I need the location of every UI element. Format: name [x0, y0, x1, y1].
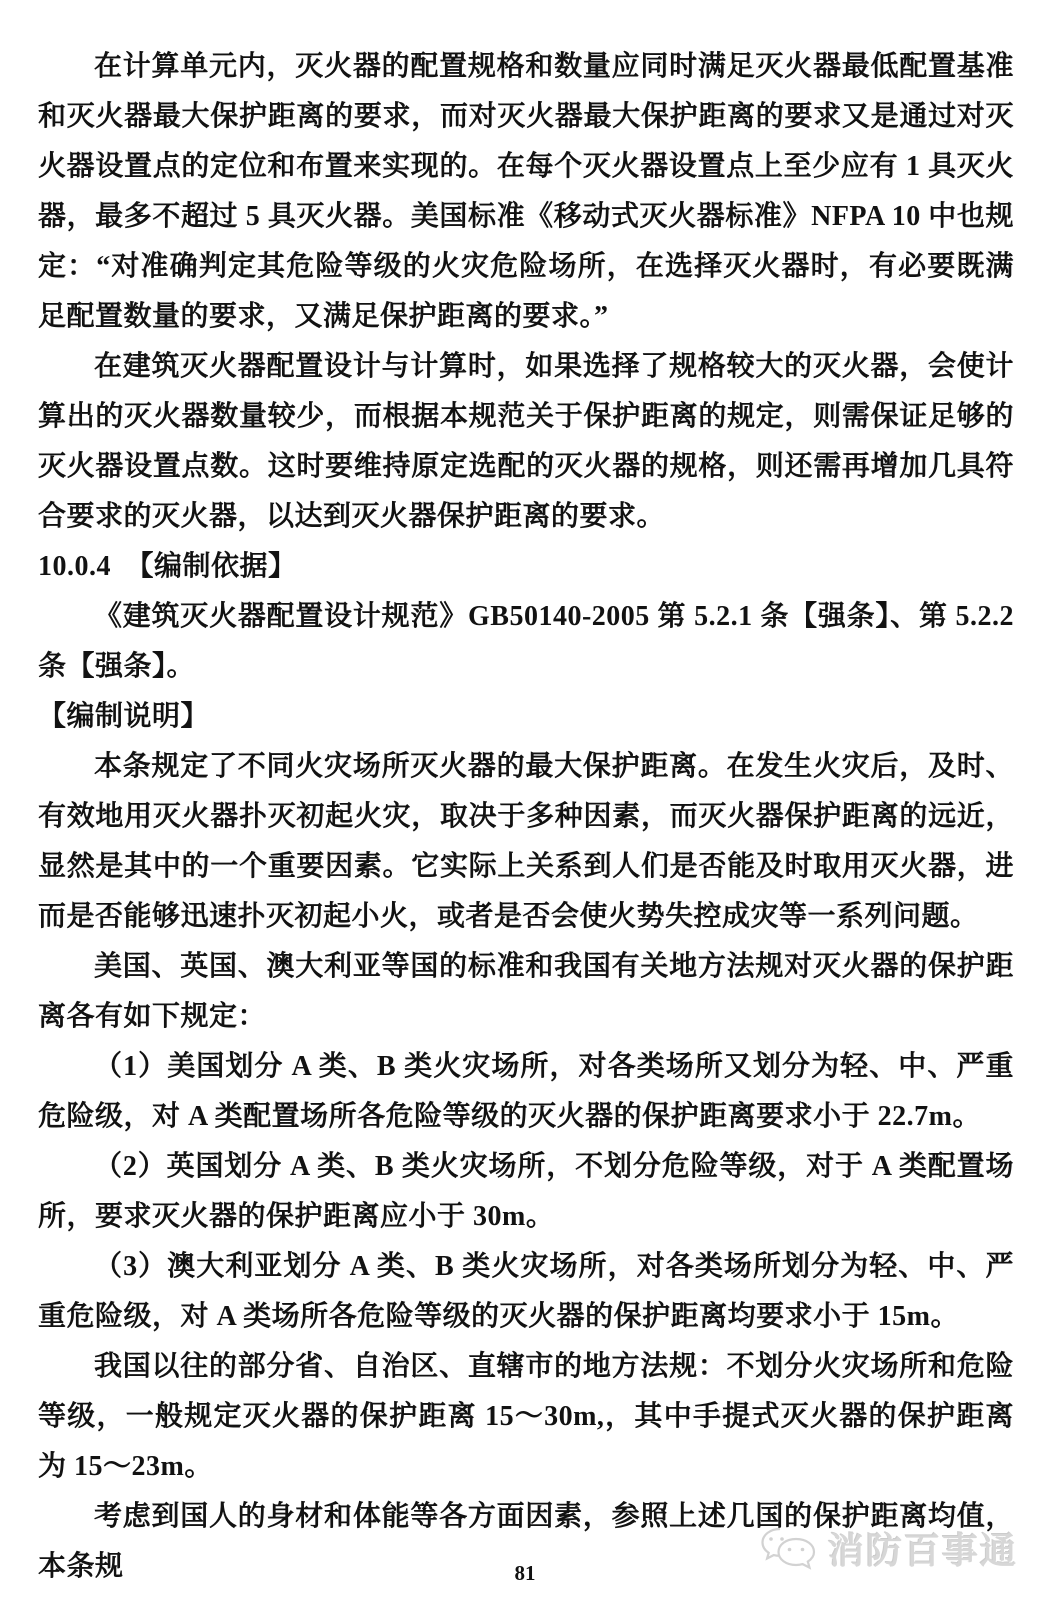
paragraph-foreign-standards-intro: 美国、英国、澳大利亚等国的标准和我国有关地方法规对灭火器的保护距离各有如下规定： [38, 951, 1014, 1032]
paragraph-max-protection-distance: 本条规定了不同火灾场所灭火器的最大保护距离。在发生火灾后，及时、有效地用灭火器扑灭初起火灾，取决于多种因素，而灭火器保护距离的远近，显然是其中的一个重要因素。它实际上关系到人们是否能及时取用灭火器，进而是否能够迅速扑灭初起小火，或者是否会使火势失控成灾等一系列问题。 [38, 751, 1014, 932]
paragraph-rule-china-local: 我国以往的部分省、自治区、直辖市的地方法规：不划分火灾场所和危险等级，一般规定灭火器的保护距离 15～30m,，其中手提式灭火器的保护距离为 15～23m。 [38, 1351, 1014, 1482]
page-number: 81 [514, 1561, 536, 1585]
paragraph-conclusion-cutoff: 考虑到国人的身材和体能等各方面因素，参照上述几国的保护距离均值，本条规 [38, 1501, 1014, 1582]
paragraph-calc-unit: 在计算单元内，灭火器的配置规格和数量应同时满足灭火器最低配置基准和灭火器最大保护距离的要求，而对灭火器最大保护距离的要求又是通过对灭火器设置点的定位和布置来实现的。在每个灭火器设置点上至少应有 1 具灭火器，最多不超过 5 具灭火器。美国标准《移动式灭火器标准》NFPA 10 中也规定：“对准确判定其危险等级的火灾危险场所，在选择灭火器时，有必要既满足配置数量的要求，又满足保护距离的要求。” [38, 51, 1014, 332]
paragraph-standard-reference: 《建筑灭火器配置设计规范》GB50140-2005 第 5.2.1 条【强条】、第 5.2.2 条【强条】。 [38, 601, 1014, 682]
document-body [38, 42, 1014, 1592]
paragraph-rule-uk: （2）英国划分 A 类、B 类火灾场所，不划分危险等级，对于 A 类配置场所，要求灭火器的保护距离应小于 30m。 [38, 1151, 1014, 1232]
paragraph-rule-australia: （3）澳大利亚划分 A 类、B 类火灾场所，对各类场所划分为轻、中、严重危险级，对 A 类场所各危险等级的灭火器的保护距离均要求小于 15m。 [38, 1251, 1014, 1332]
heading-compilation-notes: 【编制说明】 [38, 701, 210, 732]
watermark-text: 消防百事通 [827, 1531, 1018, 1571]
paragraph-rule-usa: （1）美国划分 A 类、B 类火灾场所，对各类场所又划分为轻、中、严重危险级，对 A 类配置场所各危险等级的灭火器的保护距离要求小于 22.7m。 [38, 1051, 1014, 1132]
heading-clause-10-0-4-basis: 10.0.4 【编制依据】 [38, 551, 297, 582]
paragraph-design-calc: 在建筑灭火器配置设计与计算时，如果选择了规格较大的灭火器，会使计算出的灭火器数量较少，而根据本规范关于保护距离的规定，则需保证足够的灭火器设置点数。这时要维持原定选配的灭火器的规格，则还需再增加几具符合要求的灭火器，以达到灭火器保护距离的要求。 [38, 351, 1014, 532]
